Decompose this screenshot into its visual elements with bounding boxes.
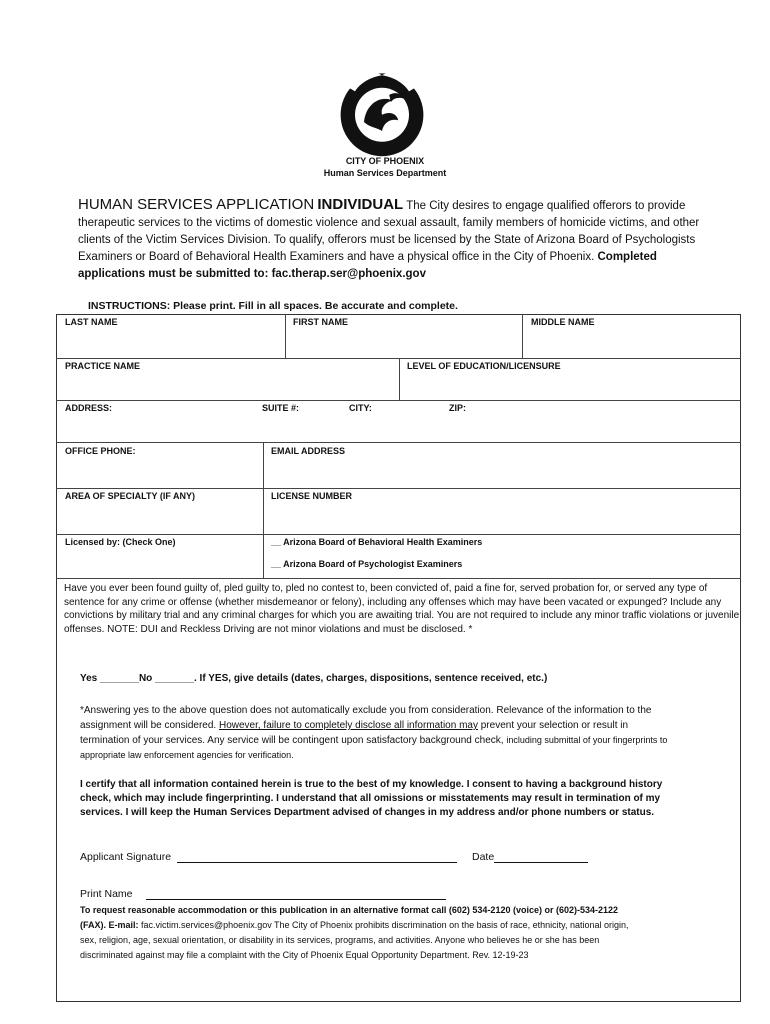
department-name: Human Services Department (323, 168, 447, 178)
footer-text: fac.victim.services@phoenix.gov The City of Phoenix prohibits discrimination on the basis of race, ethnicity, national origin, sex, religion, age, sexual orientation, or disability in its services, programs, and activities. Anyone who believes he or she has been discriminated against may file a complaint with the City of Phoenix Equal Opportunity Department. Rev. 12-19-23 (80, 920, 629, 960)
note-part2: prevent your selection or result in termination of your services. Any service will be contingent upon satisfactory background check, (80, 720, 629, 746)
practice-name-field[interactable]: PRACTICE NAME (65, 361, 141, 371)
col-divider (263, 442, 264, 578)
office-phone-field[interactable]: OFFICE PHONE: (65, 446, 136, 456)
signature-line[interactable] (177, 862, 457, 863)
form-title: HUMAN SERVICES APPLICATION (78, 196, 315, 213)
city-name: CITY OF PHOENIX (345, 156, 425, 166)
footer-bold: To request reasonable accommodation or this publication in an alternative format call (602) 534-2120 (voice) or (602)-534-2122 (FAX). E-mail: (80, 905, 619, 930)
note-underlined: However, failure to completely disclose all information may (218, 720, 478, 731)
address-field[interactable]: ADDRESS: (65, 403, 113, 413)
col-divider (522, 314, 523, 358)
note-small: including submittal of your fingerprints to appropriate law enforcement agencies for verification. (80, 735, 668, 760)
submit-instructions: Completed applications must be submitted to: fac.therap.ser@phoenix.gov (78, 251, 657, 280)
specialty-field[interactable]: AREA OF SPECIALTY (IF ANY) (65, 491, 196, 501)
row-divider (56, 442, 741, 443)
date-line[interactable] (494, 862, 588, 863)
yes-no-answer[interactable]: Yes _______No _______. If YES, give details (dates, charges, dispositions, sentence received, etc.) (80, 673, 548, 684)
col-divider (285, 314, 286, 358)
city-field[interactable]: CITY: (349, 403, 372, 413)
board-psych-option[interactable]: __ Arizona Board of Psychologist Examiners (271, 559, 463, 569)
row-divider (56, 578, 741, 579)
signature-label: Applicant Signature (80, 851, 172, 863)
note-part1: *Answering yes to the above question does not automatically exclude you from consideration. Relevance of the information to the assignment will be considered. (80, 705, 652, 731)
board-behavioral-option[interactable]: __ Arizona Board of Behavioral Health Examiners (271, 537, 483, 547)
form-title-bold: INDIVIDUAL (317, 196, 404, 213)
suite-field[interactable]: SUITE #: (262, 403, 300, 413)
intro-body: The City desires to engage qualified offerors to provide therapeutic services to the victims of domestic violence and sexual assault, family members of homicide victims, and other clients of the Victim Services Division. To qualify, offerors must be licensed by the State of Arizona Board of Psychologists Examiners or Board of Behavioral Health Examiners and have a physical office in the City of Phoenix. (78, 200, 700, 263)
disclosure-note (80, 703, 680, 763)
license-number-field[interactable]: LICENSE NUMBER (271, 491, 353, 501)
print-name-label: Print Name (80, 888, 133, 900)
zip-field[interactable]: ZIP: (449, 403, 466, 413)
col-divider (399, 358, 400, 400)
phoenix-bird-logo (336, 68, 428, 158)
instructions: INSTRUCTIONS: Please print. Fill in all spaces. Be accurate and complete. (88, 300, 458, 312)
middle-name-field[interactable]: MIDDLE NAME (531, 317, 595, 327)
last-name-field[interactable]: LAST NAME (65, 317, 118, 327)
row-divider (56, 534, 741, 535)
first-name-field[interactable]: FIRST NAME (293, 317, 348, 327)
accommodation-footer (80, 903, 645, 963)
intro-paragraph (78, 196, 708, 283)
date-label: Date (472, 851, 495, 863)
print-name-line[interactable] (146, 899, 446, 900)
conviction-question: Have you ever been found guilty of, pled guilty to, pled no contest to, been convicted of, paid a fine for, served probation for, or served any type of sentence for any crime or offense (whether misdemeanor or felony), including any offenses which may have been vacated or expunged? Include any convictions by military trial and any criminal charges for which you are awaiting trial. You are not required to include any minor traffic violations or juvenile offenses. NOTE: DUI and Reckless Driving are not minor violations and must be disclosed. * (64, 583, 740, 635)
certification-statement: I certify that all information contained herein is true to the best of my knowledge. I consent to having a background history check, which may include fingerprinting. I understand that all omissions or misstatements may result in termination of my services. I will keep the Human Services Department advised of changes in my address and/or phone numbers or status. (80, 779, 663, 818)
education-field[interactable]: LEVEL OF EDUCATION/LICENSURE (407, 361, 561, 371)
row-divider (56, 488, 741, 489)
licensed-by-label: Licensed by: (Check One) (65, 537, 176, 547)
email-field[interactable]: EMAIL ADDRESS (271, 446, 346, 456)
row-divider (56, 400, 741, 401)
